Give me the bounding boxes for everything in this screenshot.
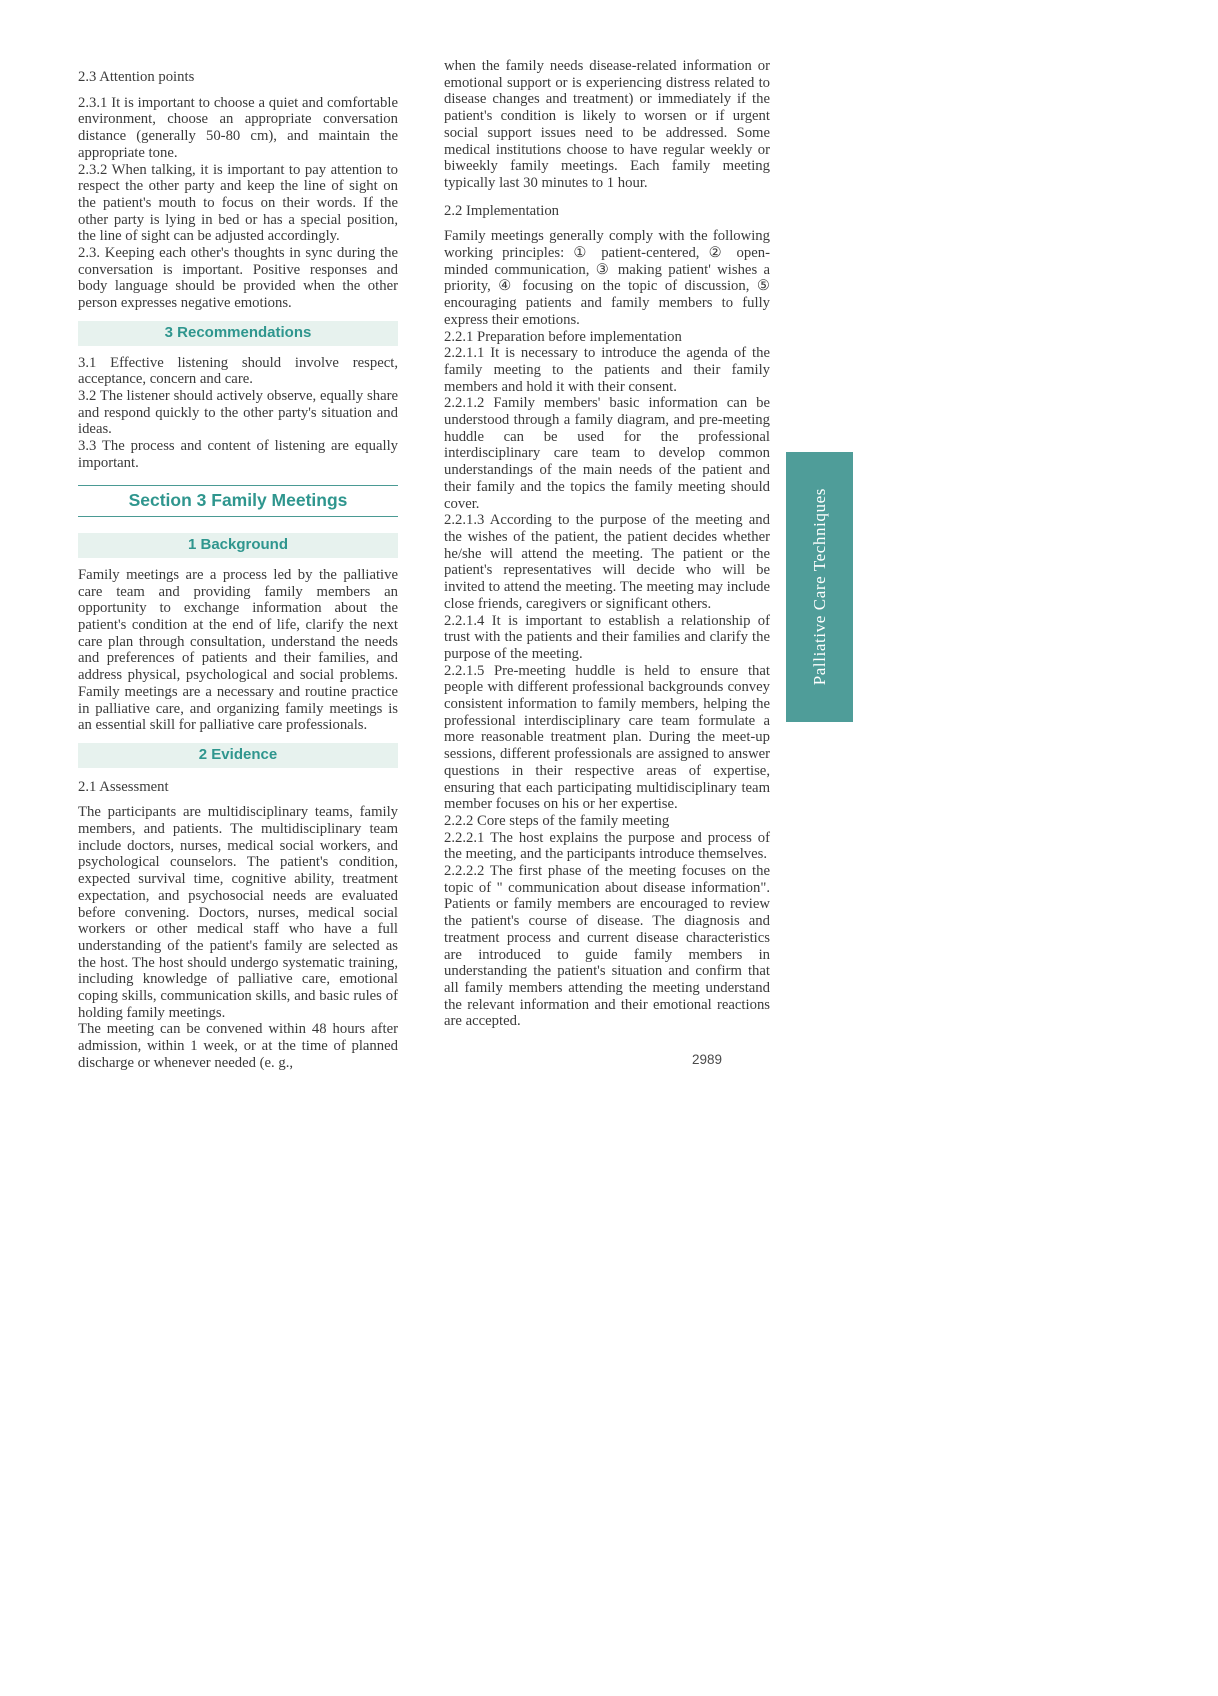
para-2-2-1-2: 2.2.1.2 Family members' basic information can be understood through a family diagram, and pre-meeting huddle can be used for the professional interdisciplinary care team to develop common understandings of the main needs of the patient and their family and the topics the family meeting should cover. [444, 395, 770, 512]
para-2-3-2: 2.3.2 When talking, it is important to pay attention to respect the other party and keep the line of sight on the patient's mouth to focus on their words. If the other party is lying in bed or has a special position, the line of sight can be adjusted accordingly. [78, 161, 398, 245]
para-working-principles: Family meetings generally comply with the following working principles: ① patient-centered, ② open-minded communication, ③ making patient' wishes a priority, ④ focusing on the topic of discussion, ⑤ encouraging patients and family members to fully express their emotions. [444, 228, 770, 328]
para-meeting-convened: The meeting can be convened within 48 hours after admission, within 1 week, or at the time of planned discharge or whenever needed (e. g., [78, 1021, 398, 1071]
para-3-3: 3.3 The process and content of listening are equally important. [78, 438, 398, 471]
right-column [444, 58, 770, 1069]
para-3-1: 3.1 Effective listening should involve respect, acceptance, concern and care. [78, 354, 398, 388]
para-when-family-needs: when the family needs disease-related information or emotional support or is experiencing distress related to disease changes and treatment) or immediately if the patient's condition is likely to worsen or if urgent social support issues need to be addressed. Some medical institutions choose to have regular weekly or biweekly family meetings. Each family meeting typically last 30 minutes to 1 hour. [444, 58, 770, 191]
section-title-family-meetings: Section 3 Family Meetings [78, 485, 398, 517]
heading-2-evidence: 2 Evidence [78, 743, 398, 768]
para-2-2-2-2: 2.2.2.2 The first phase of the meeting focuses on the topic of " communication about disease information". Patients or family members are encouraged to review the patient's course of disease. The diagnosis and treatment process and current disease characteristics are introduced to guide family members in understanding the patient's situation and confirm that all family members attending the meeting understand the relevant information and their emotional reactions are accepted. [444, 863, 770, 1030]
side-banner [786, 452, 853, 722]
subheading-2-2-implementation: 2.2 Implementation [444, 202, 560, 219]
heading-3-recommendations: 3 Recommendations [78, 321, 398, 346]
para-3-2: 3.2 The listener should actively observe, equally share and respond quickly to the other party's situation and ideas. [78, 387, 398, 438]
para-2-3-3: 2.3. Keeping each other's thoughts in sync during the conversation is important. Positive responses and body language should be provided when the other person expresses negative emotions. [78, 245, 398, 312]
para-background: Family meetings are a process led by the palliative care team and providing family members an opportunity to exchange information about the patient's condition at the end of life, clarify the next care plan through consultation, understand the needs and preferences of patients and their families, and address physical, psychological and social problems. Family meetings are a necessary and routine practice in palliative care, and organizing family meetings is an essential skill for palliative care professionals. [78, 566, 398, 734]
para-2-2-1-3: 2.2.1.3 According to the purpose of the meeting and the wishes of the patient, the patient decides whether he/she will attend the meeting. The patient or the patient's representatives will decide who will be invited to attend the meeting. The meeting may include close friends, caregivers or significant others. [444, 512, 770, 612]
para-2-2-2-1: 2.2.2.1 The host explains the purpose and process of the meeting, and the participants introduce themselves. [444, 829, 770, 863]
para-2-2-1: 2.2.1 Preparation before implementation [444, 328, 682, 345]
left-column [78, 58, 398, 1072]
subheading-2-1-assessment: 2.1 Assessment [78, 778, 169, 795]
para-2-2-1-1: 2.2.1.1 It is necessary to introduce the agenda of the family meeting to the patients and their family members and hold it with their consent. [444, 345, 770, 395]
heading-1-background: 1 Background [78, 533, 398, 558]
side-banner-label: Palliative Care Techniques [809, 488, 829, 686]
para-2-2-1-4: 2.2.1.4 It is important to establish a relationship of trust with the patients and their families and clarify the purpose of the meeting. [444, 612, 770, 662]
para-assessment: The participants are multidisciplinary teams, family members, and patients. The multidisciplinary team include doctors, nurses, medical social workers, and psychological counselors. The patient's condition, expected survival time, cognitive ability, treatment expectation, and psychosocial needs are evaluated before convening. Doctors, nurses, medical social workers or other medical staff who have a full understanding of the patient's family are selected as the host. The host should undergo systematic training, including knowledge of palliative care, emotional coping skills, communication skills, and basic rules of holding family meetings. [78, 804, 398, 1021]
para-2-2-2: 2.2.2 Core steps of the family meeting [444, 812, 670, 829]
page-number: 2989 [691, 1052, 722, 1068]
para-2-3-1: 2.3.1 It is important to choose a quiet and comfortable environment, choose an appropriate conversation distance (generally 50-80 cm), and maintain the appropriate tone. [78, 94, 398, 161]
subheading-2-3-attention-points: 2.3 Attention points [78, 69, 195, 85]
para-2-2-1-5: 2.2.1.5 Pre-meeting huddle is held to ensure that people with different professional backgrounds convey consistent information to family members, helping the professional interdisciplinary care team formulate a more reasonable treatment plan. During the meet-up sessions, different professionals are assigned to answer questions in their respective areas of expertise, ensuring that each participating multidisciplinary team member focuses on his or her expertise. [444, 662, 770, 813]
